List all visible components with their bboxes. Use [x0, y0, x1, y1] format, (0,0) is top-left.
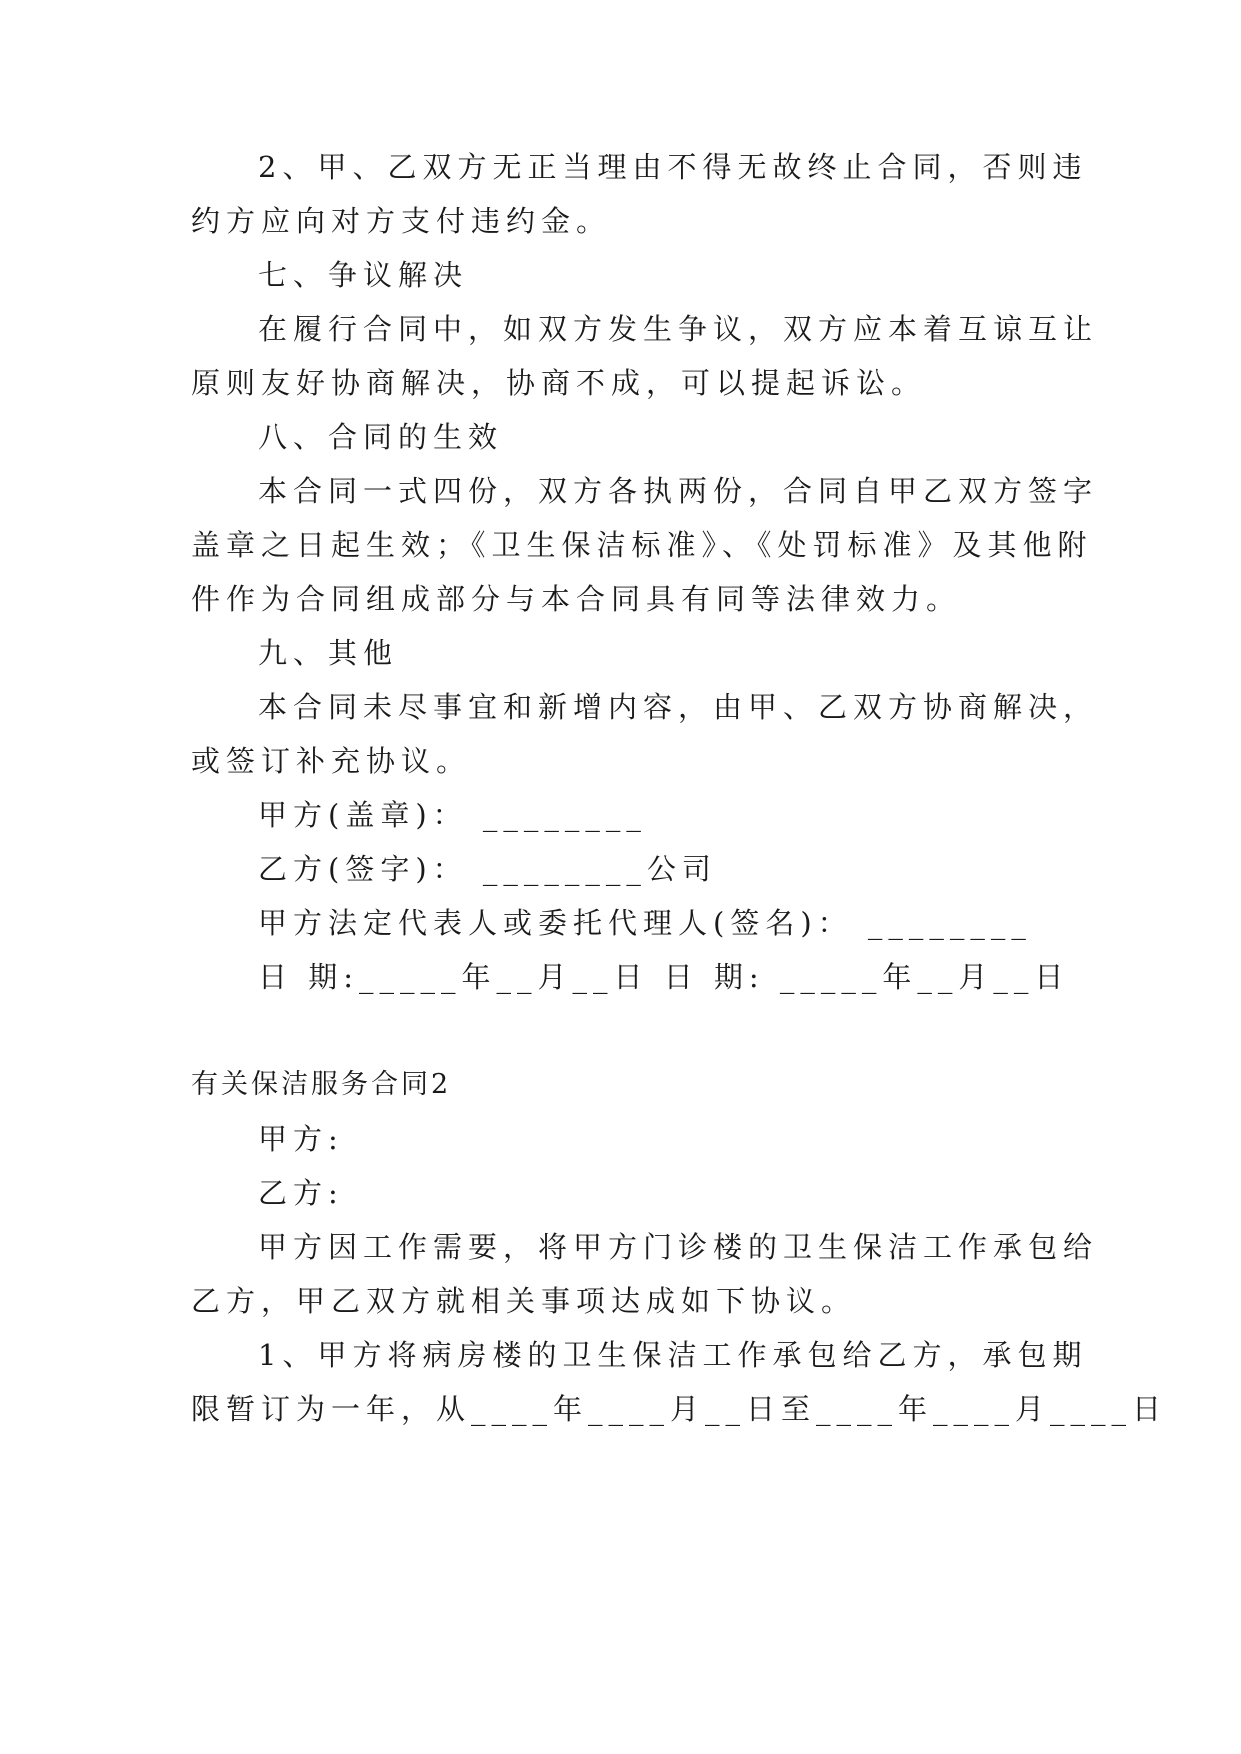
signature-field: 乙方(签字)： ________公司 [258, 852, 717, 886]
paragraph-line: 本合同一式四份，双方各执两份，合同自甲乙双方签字 [258, 474, 1099, 508]
paragraph-line: 限暂订为一年，从____年____月__日至____年____月____日 [191, 1392, 1168, 1426]
section-heading: 七、争议解决 [258, 258, 469, 292]
paragraph-line: 在履行合同中，如双方发生争议，双方应本着互谅互让 [258, 312, 1099, 346]
paragraph-line: 本合同未尽事宜和新增内容，由甲、乙双方协商解决， [258, 690, 1099, 724]
party-b-label: 乙方: [258, 1176, 344, 1210]
signature-field: 甲方(盖章)： ________ [258, 798, 647, 832]
paragraph-line: 原则友好协商解决，协商不成，可以提起诉讼。 [191, 366, 927, 400]
paragraph-line: 或签订补充协议。 [191, 744, 472, 778]
contract-title: 有关保洁服务合同2 [191, 1069, 452, 1100]
paragraph-line: 甲方因工作需要，将甲方门诊楼的卫生保洁工作承包给 [258, 1230, 1099, 1264]
paragraph-line: 约方应向对方支付违约金。 [191, 204, 612, 238]
paragraph-line: 2、甲、乙双方无正当理由不得无故终止合同，否则违 [258, 150, 1088, 184]
paragraph-line: 乙方，甲乙双方就相关事项达成如下协议。 [191, 1284, 857, 1318]
paragraph-line: 1、甲方将病房楼的卫生保洁工作承包给乙方，承包期 [258, 1338, 1088, 1372]
signature-field: 甲方法定代表人或委托代理人(签名)： ________ [258, 906, 1032, 940]
date-field: 日 期:_____年__月__日 日 期: _____年__月__日 [258, 960, 1070, 994]
paragraph-line: 件作为合同组成部分与本合同具有同等法律效力。 [191, 582, 962, 616]
paragraph-line: 盖章之日起生效；《卫生保洁标准》、《处罚标准》及其他附 [191, 528, 1093, 562]
party-a-label: 甲方: [258, 1122, 344, 1156]
section-heading: 八、合同的生效 [258, 420, 504, 454]
section-heading: 九、其他 [258, 636, 399, 670]
